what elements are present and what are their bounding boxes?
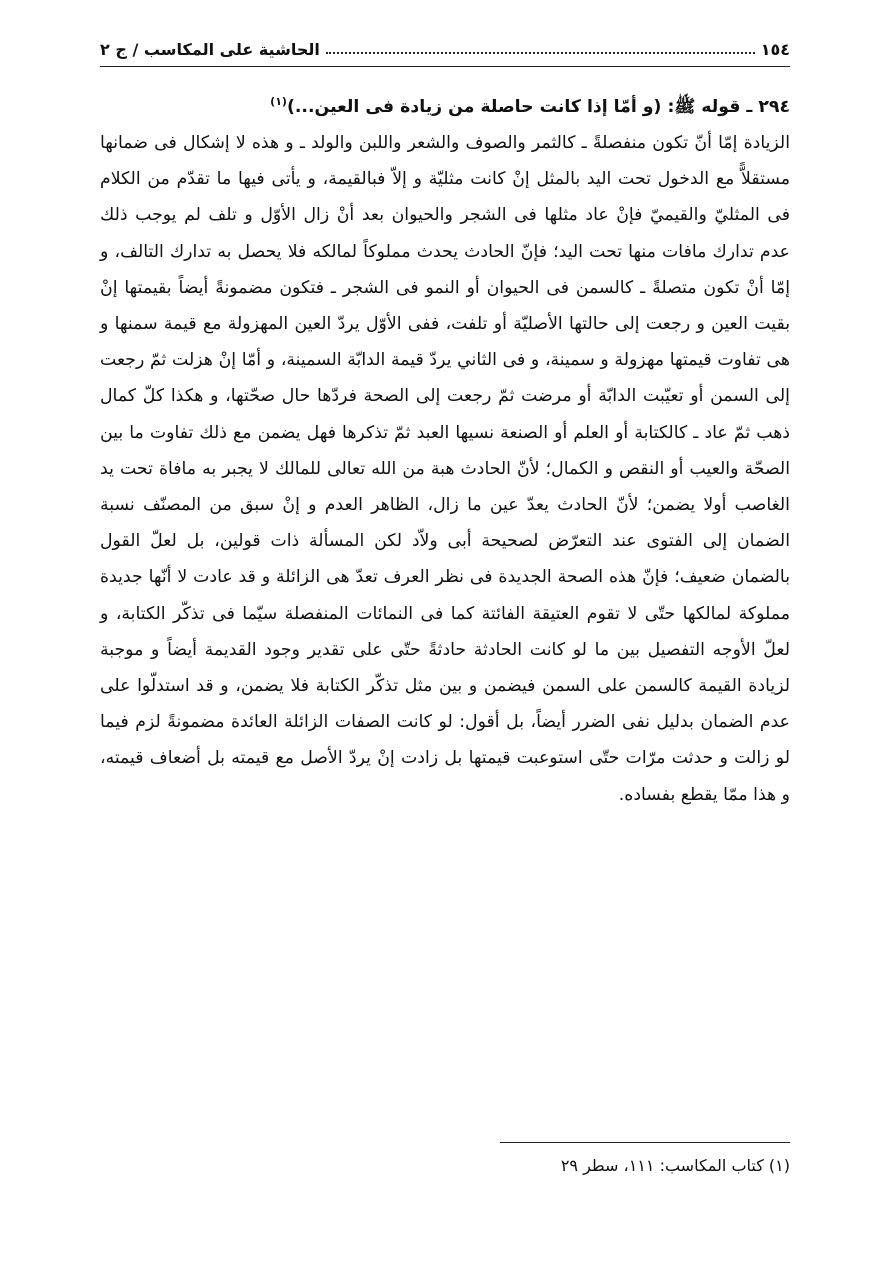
- footnote-rule: [500, 1142, 790, 1143]
- running-title: الحاشية على المكاسب / ج ٢: [100, 39, 320, 59]
- running-header: [100, 34, 790, 64]
- section-heading: [100, 84, 790, 125]
- footnote: (١) كتاب المكاسب: ١١١، سطر ٢٩: [560, 1156, 790, 1175]
- main-text: [100, 84, 790, 813]
- header-dot-leader: [326, 52, 755, 54]
- header-rule: [100, 66, 790, 67]
- section-heading-text: ـ قوله ﷺ: (و أمّا إذا كانت حاصلة من زيادة فى العين...): [286, 96, 753, 117]
- page-number: ١٥٤: [760, 39, 790, 59]
- body-paragraph: الزيادة إمّا أنّ تكون منفصلةً ـ كالثمر والصوف والشعر واللبن والولد ـ و هذه لا إشكال فى ضمانها مستقلاًّ مع الدخول تحت اليد بالمثل إنْ كانت مثليّة و إلاّ فبالقيمة، و يأتى فيها ما تقدّم من الكلام فى المثليّ والقيميّ فإنْ عاد مثلها فى الشجر والحيوان بعد أنْ زال الأوّل و تلف لم يوجب ذلك عدم تدارك مافات منها تحت اليد؛ فإنّ الحادث يحدث مملوكاً لمالكه فلا يحصل به تدارك التالف، و إمّا أنْ تكون متصلةً ـ كالسمن فى الحيوان أو النمو فى الشجر ـ فتكون مضمونةً أيضاً بقيمتها إنْ بقيت العين و رجعت إلى حالتها الأصليّة أو تلفت، ففى الأوّل يردّ العين المهزولة مع قيمة سمنها و هى تفاوت قيمتها مهزولة و سمينة، و فى الثاني يردّ قيمة الدابّة السمينة، و أمّا إنْ هزلت ثمّ رجعت إلى السمن أو تعيّبت الدابّة أو مرضت ثمّ رجعت إلى الصحة فردّها حال صحّتها، و هكذا كلّ كمال ذهب ثمّ عاد ـ كالكتابة أو العلم أو الصنعة نسيها العبد ثمّ تذكرها فهل يضمن مع ذلك تفاوت ما بين الصحّة والعيب أو النقص و الكمال؛ لأنّ الحادث هبة من الله تعالى للمالك لا يجبر به مافاة تحت يد الغاصب أولا يضمن؛ لأنّ الحادث يعدّ عين ما زال، الظاهر العدم و إنْ سبق من المصنّف نسبة الضمان إلى الفتوى عند التعرّض لصحيحة أبى ولاّد لكن المسألة ذات قولين، بل لعلّ القول بالضمان ضعيف؛ فإنّ هذه الصحة الجديدة فى نظر العرف تعدّ هى الزائلة و قد عادت لا أنّها جديدة مملوكة لمالكها حتّى لا تقوم العتيقة الفائتة كما فى النمائات المنفصلة سيّما فى تذكّر الكتابة، و لعلّ الأوجه التفصيل بين ما لو كانت الحادثة حادثةً حتّى على تقدير وجود القديمة أيضاً و موجبة لزيادة القيمة كالسمن على السمن فيضمن و بين مثل تذكّر الكتابة فلا يضمن، و قد استدلّوا على عدم الضمان بدليل نفى الضرر أيضاً، بل أقول: لو كانت الصفات الزائلة العائدة مضمونةً لزم فيما لو زالت و حدثت مرّات حتّى استوعبت قيمتها بل زادت إنْ يردّ الأصل مع قيمته بل أضعاف قيمته، و هذا ممّا يقطع بفساده.: [100, 132, 790, 805]
- footnote-reference: (١): [270, 95, 287, 108]
- section-number: ٢٩٤: [758, 96, 790, 117]
